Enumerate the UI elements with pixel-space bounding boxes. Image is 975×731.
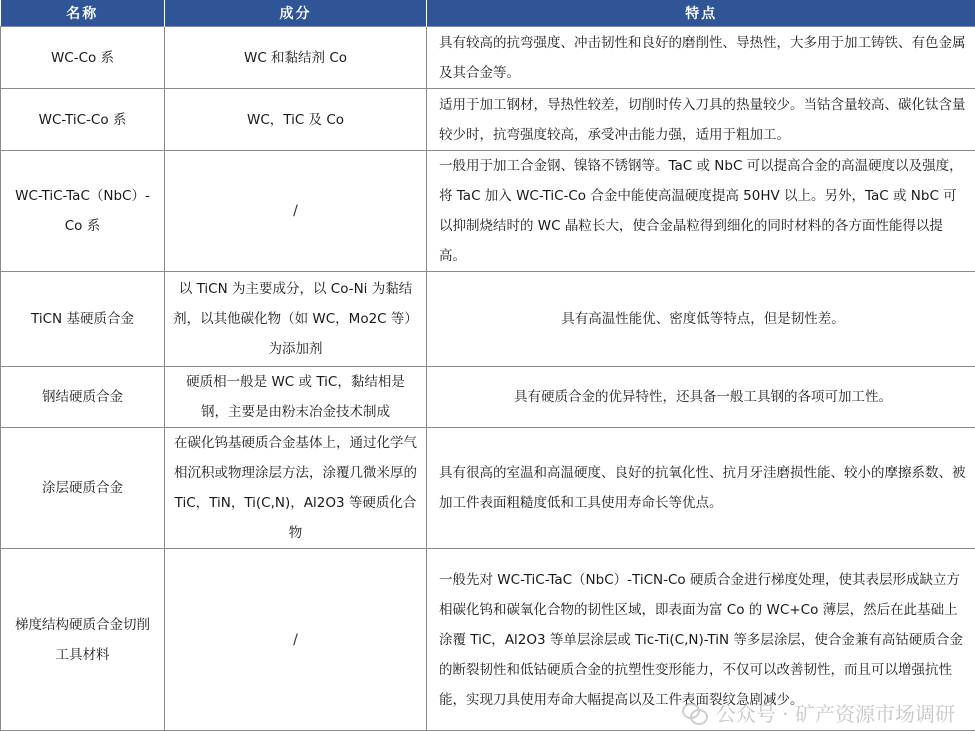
- row-name: WC-TiC-TaC（NbC）-Co 系: [1, 151, 165, 272]
- row-features: 具有硬质合金的优异特性，还具备一般工具钢的各项可加工性。: [427, 367, 975, 428]
- table-row: [1, 27, 975, 89]
- row-composition: 以 TiCN 为主要成分，以 Co-Ni 为黏结剂，以其他碳化物（如 WC，Mo2C 等）为添加剂: [165, 272, 427, 367]
- row-features: 具有很高的室温和高温硬度、良好的抗氧化性、抗月牙洼磨损性能、较小的摩擦系数、被加工件表面粗糙度低和工具使用寿命长等优点。: [427, 428, 975, 549]
- row-name: TiCN 基硬质合金: [1, 272, 165, 367]
- table-row: [1, 428, 975, 549]
- row-features: 一般用于加工合金钢、镍铬不锈钢等。TaC 或 NbC 可以提高合金的高温硬度以及强度，将 TaC 加入 WC-TiC-Co 合金中能使高温硬度提高 50HV 以上。另外，TaC 或 NbC 可以抑制烧结时的 WC 晶粒长大，使合金晶粒得到细化的同时材料的各方面性能得以提高。: [427, 151, 975, 272]
- table-row: [1, 549, 975, 731]
- row-features: 适用于加工钢材，导热性较差，切削时传入刀具的热量较少。当钴含量较高、碳化钛含量较少时，抗弯强度较高，承受冲击能力强，适用于粗加工。: [427, 89, 975, 151]
- row-composition: 硬质相一般是 WC 或 TiC，黏结相是钢，主要是由粉末冶金技术制成: [165, 367, 427, 428]
- header-features: 特点: [427, 0, 975, 27]
- table-header-row: [1, 0, 975, 27]
- row-name: 钢结硬质合金: [1, 367, 165, 428]
- row-features: 具有较高的抗弯强度、冲击韧性和良好的磨削性、导热性，大多用于加工铸铁、有色金属及其合金等。: [427, 27, 975, 89]
- row-composition: WC，TiC 及 Co: [165, 89, 427, 151]
- row-composition: /: [165, 549, 427, 731]
- row-composition: /: [165, 151, 427, 272]
- row-name: WC-Co 系: [1, 27, 165, 89]
- table-row: [1, 89, 975, 151]
- header-composition: 成分: [165, 0, 427, 27]
- row-name: 梯度结构硬质合金切削工具材料: [1, 549, 165, 731]
- watermark-text: 公众号 · 矿产资源市场调研: [715, 702, 955, 726]
- header-name: 名称: [1, 0, 165, 27]
- table-row: [1, 151, 975, 272]
- row-name: 涂层硬质合金: [1, 428, 165, 549]
- row-name: WC-TiC-Co 系: [1, 89, 165, 151]
- table-row: [1, 367, 975, 428]
- row-features: 一般先对 WC-TiC-TaC（NbC）-TiCN-Co 硬质合金进行梯度处理，使其表层形成缺立方相碳化钨和碳氧化合物的韧性区域，即表面为富 Co 的 WC+Co 薄层，然后在此基础上涂覆 TiC，Al2O3 等单层涂层或 Tic-Ti(C,N)-TiN 等多层涂层，使合金兼有高钴硬质合金的断裂韧性和低钴硬质合金的抗塑性变形能力，不仅可以改善韧性，而且可以增强抗性能，实现刀具使用寿命大幅提高以及工件表面裂纹急剧减少。: [427, 549, 975, 731]
- row-composition: 在碳化钨基硬质合金基体上，通过化学气相沉积或物理涂层方法，涂覆几微米厚的 TiC，TiN，Ti(C,N)，Al2O3 等硬质化合物: [165, 428, 427, 549]
- row-composition: WC 和黏结剂 Co: [165, 27, 427, 89]
- table-row: [1, 272, 975, 367]
- row-features: 具有高温性能优、密度低等特点，但是韧性差。: [427, 272, 975, 367]
